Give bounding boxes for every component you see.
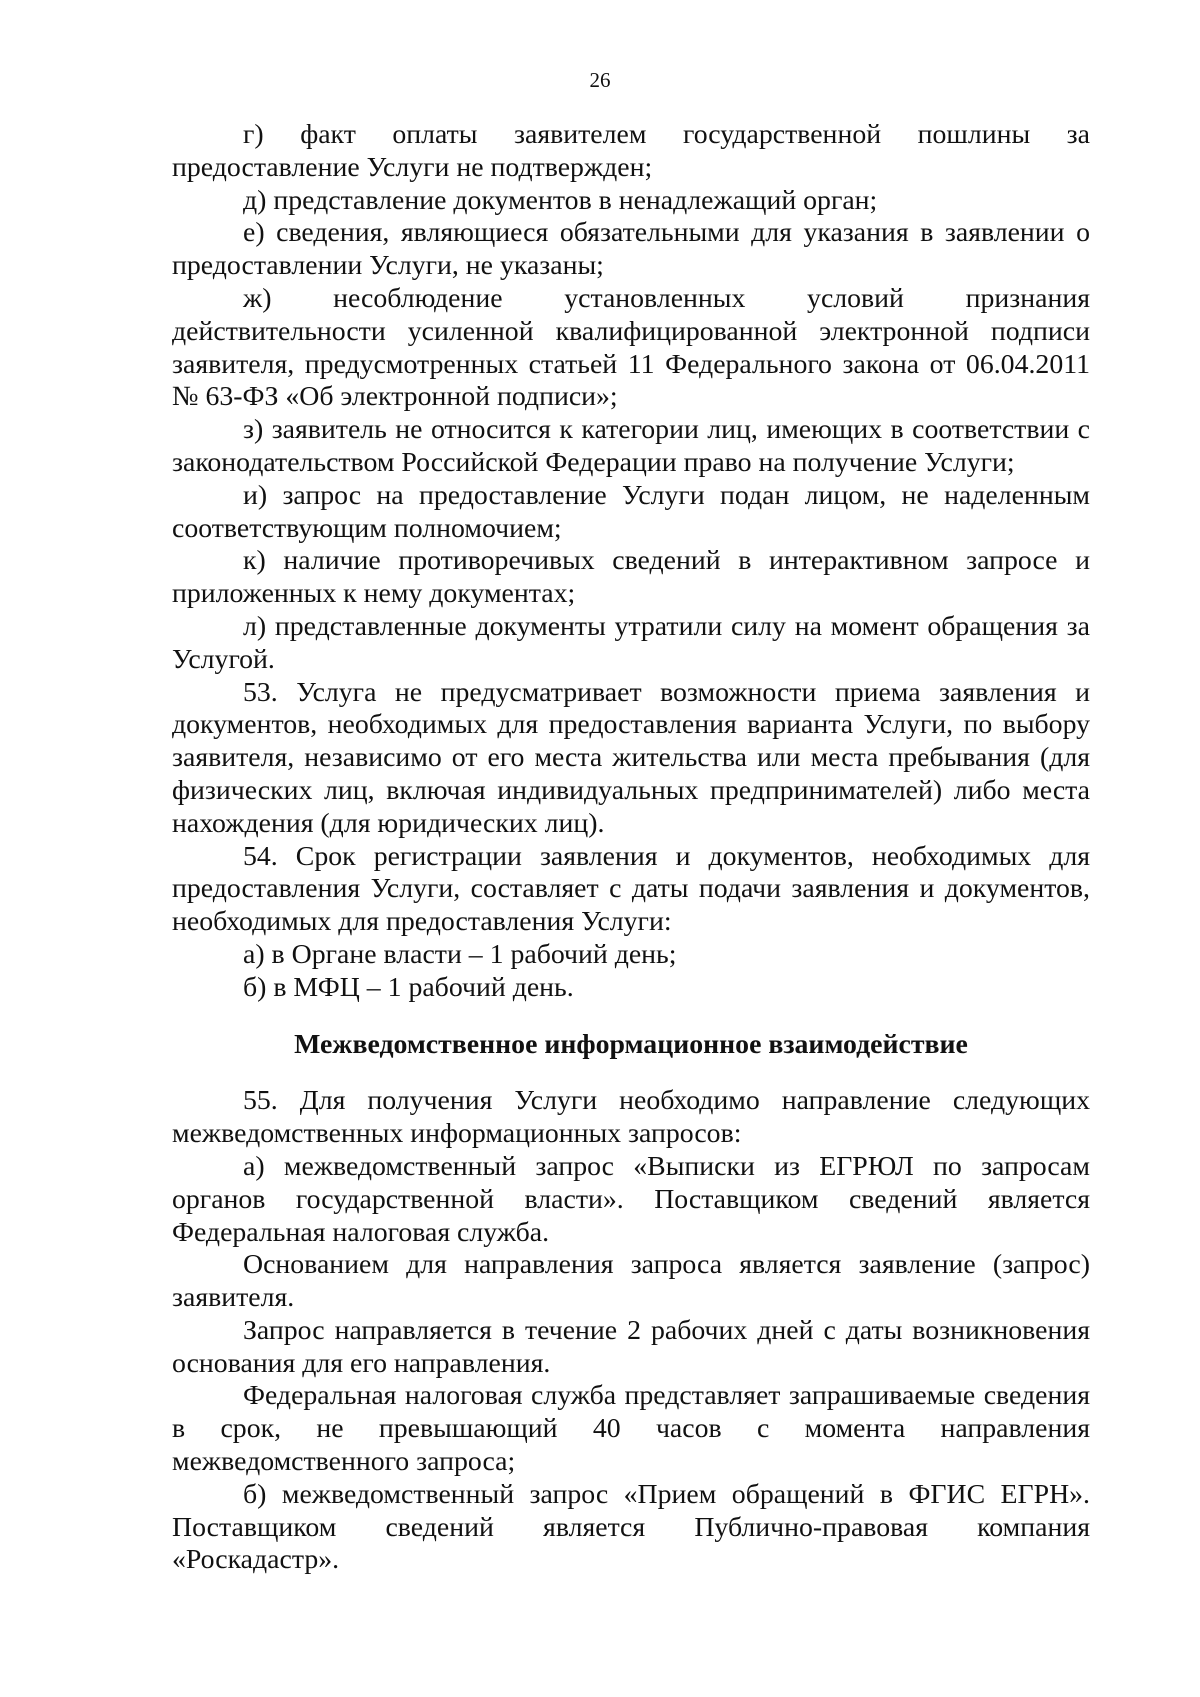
paragraph-i: и) запрос на предоставление Услуги подан лицом, не наделенным соответствующим полномочием; — [172, 479, 1090, 544]
paragraph-e: е) сведения, являющиеся обязательными для указания в заявлении о предоставлении Услуги, не указаны; — [172, 217, 1090, 282]
paragraph-54-b: б) в МФЦ – 1 рабочий день. — [243, 971, 574, 1003]
paragraph-55-b: б) межведомственный запрос «Прием обращений в ФГИС ЕГРН». Поставщиком сведений является Публично-правовая компания «Роскадастр». — [172, 1478, 1090, 1576]
document-body — [172, 119, 1090, 1577]
paragraph-zh: ж) несоблюдение установленных условий признания действительности усиленной квалифицированной электронной подписи заявителя, предусмотренных статьей 11 Федерального закона от 06.04.2011 № 63-ФЗ «Об электронной подписи»; — [172, 282, 1090, 413]
page-number: 26 — [589, 68, 611, 92]
paragraph-55-a: а) межведомственный запрос «Выписки из ЕГРЮЛ по запросам органов государственной власти». Поставщиком сведений является Федеральная налоговая служба. — [172, 1150, 1090, 1248]
paragraph-55: 55. Для получения Услуги необходимо направление следующих межведомственных информационных запросов: — [172, 1085, 1090, 1150]
paragraph-z: з) заявитель не относится к категории лиц, имеющих в соответствии с законодательством Российской Федерации право на получение Услуги; — [172, 414, 1090, 478]
paragraph-54: 54. Срок регистрации заявления и документов, необходимых для предоставления Услуги, составляет с даты подачи заявления и документов, необходимых для предоставления Услуги: — [172, 840, 1090, 938]
paragraph-53: 53. Услуга не предусматривает возможности приема заявления и документов, необходимых для предоставления варианта Услуги, по выбору заявителя, независимо от его места жительства или места пребывания (для физических лиц, включая индивидуальных предпринимателей) либо места нахождения (для юридических лиц). — [172, 676, 1090, 839]
paragraph-basis: Основанием для направления запроса является заявление (запрос) заявителя. — [172, 1249, 1090, 1314]
section-heading: Межведомственное информационное взаимодействие — [294, 1028, 968, 1060]
paragraph-l: л) представленные документы утратили силу на момент обращения за Услугой. — [172, 610, 1090, 675]
paragraph-g: г) факт оплаты заявителем государственной пошлины за предоставление Услуги не подтвержден; — [172, 119, 1090, 183]
paragraph-d: д) представление документов в ненадлежащий орган; — [243, 184, 878, 216]
paragraph-fns-response: Федеральная налоговая служба представляет запрашиваемые сведения в срок, не превышающий 40 часов с момента направления межведомственного запроса; — [172, 1380, 1090, 1478]
paragraph-deadline: Запрос направляется в течение 2 рабочих дней с даты возникновения основания для его направления. — [172, 1314, 1090, 1379]
paragraph-k: к) наличие противоречивых сведений в интерактивном запросе и приложенных к нему документах; — [172, 545, 1090, 610]
paragraph-54-a: а) в Органе власти – 1 рабочий день; — [243, 938, 677, 970]
